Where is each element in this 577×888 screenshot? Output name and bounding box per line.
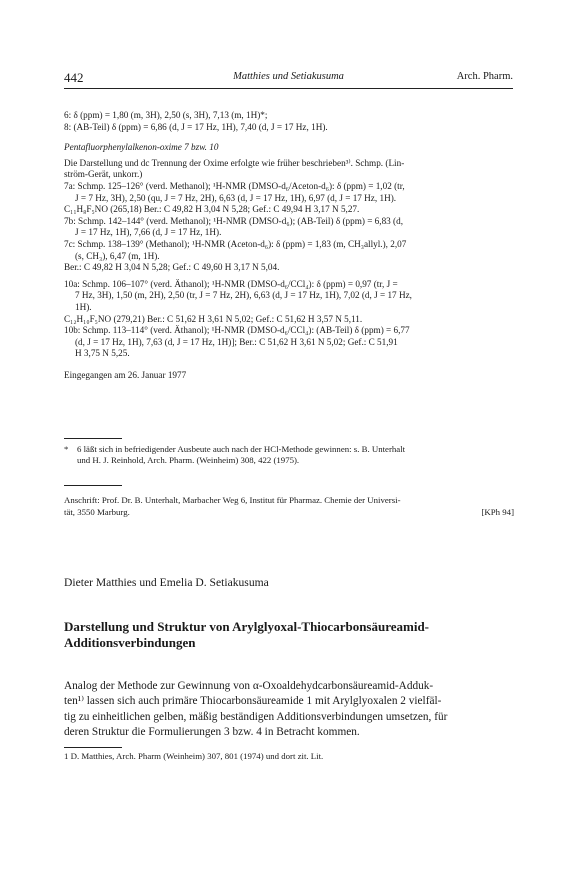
entry-line-10b: 10b: Schmp. 113–114° (verd. Äthanol); ¹H-NMR (DMSO-d₆/CCl₄): (AB-Teil) δ (ppm) = 6,77 xyxy=(64,325,410,336)
entry-line: 1H). xyxy=(75,301,92,312)
entry-line: J = 7 Hz, 3H), 2,50 (qu, J = 7 Hz, 2H), 6,63 (d, J = 17 Hz, 1H), 6,97 (d, J = 17 Hz, 1H). xyxy=(75,192,397,203)
page-header xyxy=(64,70,513,86)
entry-line: C₁₁H₈F₅NO (265,18) Ber.: C 49,82 H 3,04 N 5,28; Gef.: C 49,94 H 3,17 N 5,27. xyxy=(64,204,360,215)
received-date: Eingegangen am 26. Januar 1977 xyxy=(64,369,187,380)
author-address xyxy=(64,494,514,518)
nmr-line-6: 6: δ (ppm) = 1,80 (m, 3H), 2,50 (s, 3H), 7,13 (m, 1H)*; xyxy=(64,110,268,120)
body-line: tig zu einheitlichen gelben, mäßig beständigen Additionsverbindungen umsetzen, für xyxy=(64,710,448,723)
intro-line: Die Darstellung und dc Trennung der Oxime erfolgte wie früher beschrieben³⁾. Schmp. (Lin- xyxy=(64,157,405,168)
journal-abbrev: Arch. Pharm. xyxy=(456,71,513,82)
article-authors: Dieter Matthies und Emelia D. Setiakusuma xyxy=(64,576,269,589)
address-line: tät, 3550 Marburg. xyxy=(64,507,130,517)
title-line: Darstellung und Struktur von Arylglyoxal-Thiocarbonsäureamid- xyxy=(64,619,430,634)
footnote-star xyxy=(64,444,514,467)
nmr-line-8: 8: (AB-Teil) δ (ppm) = 6,86 (d, J = 17 Hz, 1H), 7,40 (d, J = 17 Hz, 1H). xyxy=(64,121,328,132)
article-body xyxy=(64,679,514,741)
intro-line: ström-Gerät, unkorr.) xyxy=(64,169,143,180)
body-line: deren Struktur die Formulierungen 3 bzw. 4 in Betracht kommen. xyxy=(64,726,360,739)
entry-line-10a: 10a: Schmp. 106–107° (verd. Äthanol); ¹H-NMR (DMSO-d₆/CCl₄): δ (ppm) = 0,97 (tr, J = xyxy=(64,278,398,289)
footnote-marker: * xyxy=(64,444,69,454)
footnote-line: 6 läßt sich in befriedigender Ausbeute auch nach der HCl-Methode gewinnen: s. B. Unterhalt xyxy=(77,444,406,454)
entry-line: H 3,75 N 5,25. xyxy=(75,348,130,359)
body-line: Analog der Methode zur Gewinnung von α-Oxoaldehydcarbonsäureamid-Adduk- xyxy=(64,680,434,692)
entry-line: C₁₂H₁₀F₅NO (279,21) Ber.: C 51,62 H 3,61 N 5,02; Gef.: C 51,62 H 3,57 N 5,11. xyxy=(64,313,363,324)
footnote-rule xyxy=(64,438,122,439)
article-footnote-rule xyxy=(64,747,122,748)
entry-line: Ber.: C 49,82 H 3,04 N 5,28; Gef.: C 49,60 H 3,17 N 5,04. xyxy=(64,262,280,273)
entry-line-7c: 7c: Schmp. 138–139° (Methanol); ¹H-NMR (Aceton-d₆): δ (ppm) = 1,83 (m, CH₃allyl.), 2,07 xyxy=(64,238,407,249)
entry-line-7a: 7a: Schmp. 125–126° (verd. Methanol); ¹H-NMR (DMSO-d₆/Aceton-d₆): δ (ppm) = 1,02 (tr, xyxy=(64,180,405,191)
classification-code: [KPh 94] xyxy=(481,507,514,517)
entry-line: (d, J = 17 Hz, 1H), 7,63 (d, J = 17 Hz, 1H)]; Ber.: C 51,62 H 3,61 N 5,02; Gef.: C 51,91 xyxy=(75,336,398,347)
running-title: Matthies und Setiakusuma xyxy=(233,71,344,82)
address-line: Anschrift: Prof. Dr. B. Unterhalt, Marbacher Weg 6, Institut für Pharmaz. Chemie der Universi- xyxy=(64,495,401,505)
entry-line: (s, CH₃), 6,47 (m, 1H). xyxy=(75,250,160,261)
body-line: ten¹⁾ lassen sich auch primäre Thiocarbonsäureamide 1 mit Arylglyoxalen 2 vielfäl- xyxy=(64,695,442,708)
footnote-line: und H. J. Reinhold, Arch. Pharm. (Weinheim) 308, 422 (1975). xyxy=(77,455,300,466)
header-rule xyxy=(64,88,513,89)
article-footnote: 1 D. Matthies, Arch. Pharm (Weinheim) 307, 801 (1974) und dort zit. Lit. xyxy=(64,751,324,761)
entry-line: J = 17 Hz, 1H), 7,66 (d, J = 17 Hz, 1H). xyxy=(75,227,222,238)
title-line: Additionsverbindungen xyxy=(64,635,196,650)
article-title xyxy=(64,619,514,651)
page-number: 442 xyxy=(64,70,84,85)
entry-line-7b: 7b: Schmp. 142–144° (verd. Methanol); ¹H-NMR (DMSO-d₆); (AB-Teil) δ (ppm) = 6,83 (d, xyxy=(64,215,403,226)
section-subheading: Pentafluorphenylalkenon-oxime 7 bzw. 10 xyxy=(64,142,219,153)
address-rule xyxy=(64,485,122,486)
experimental-section xyxy=(64,110,514,381)
entry-line: 7 Hz, 3H), 1,50 (m, 2H), 2,50 (tr, J = 7 Hz, 2H), 6,63 (d, J = 17 Hz, 1H), 7,02 (d, J = 17 Hz, xyxy=(75,290,412,301)
